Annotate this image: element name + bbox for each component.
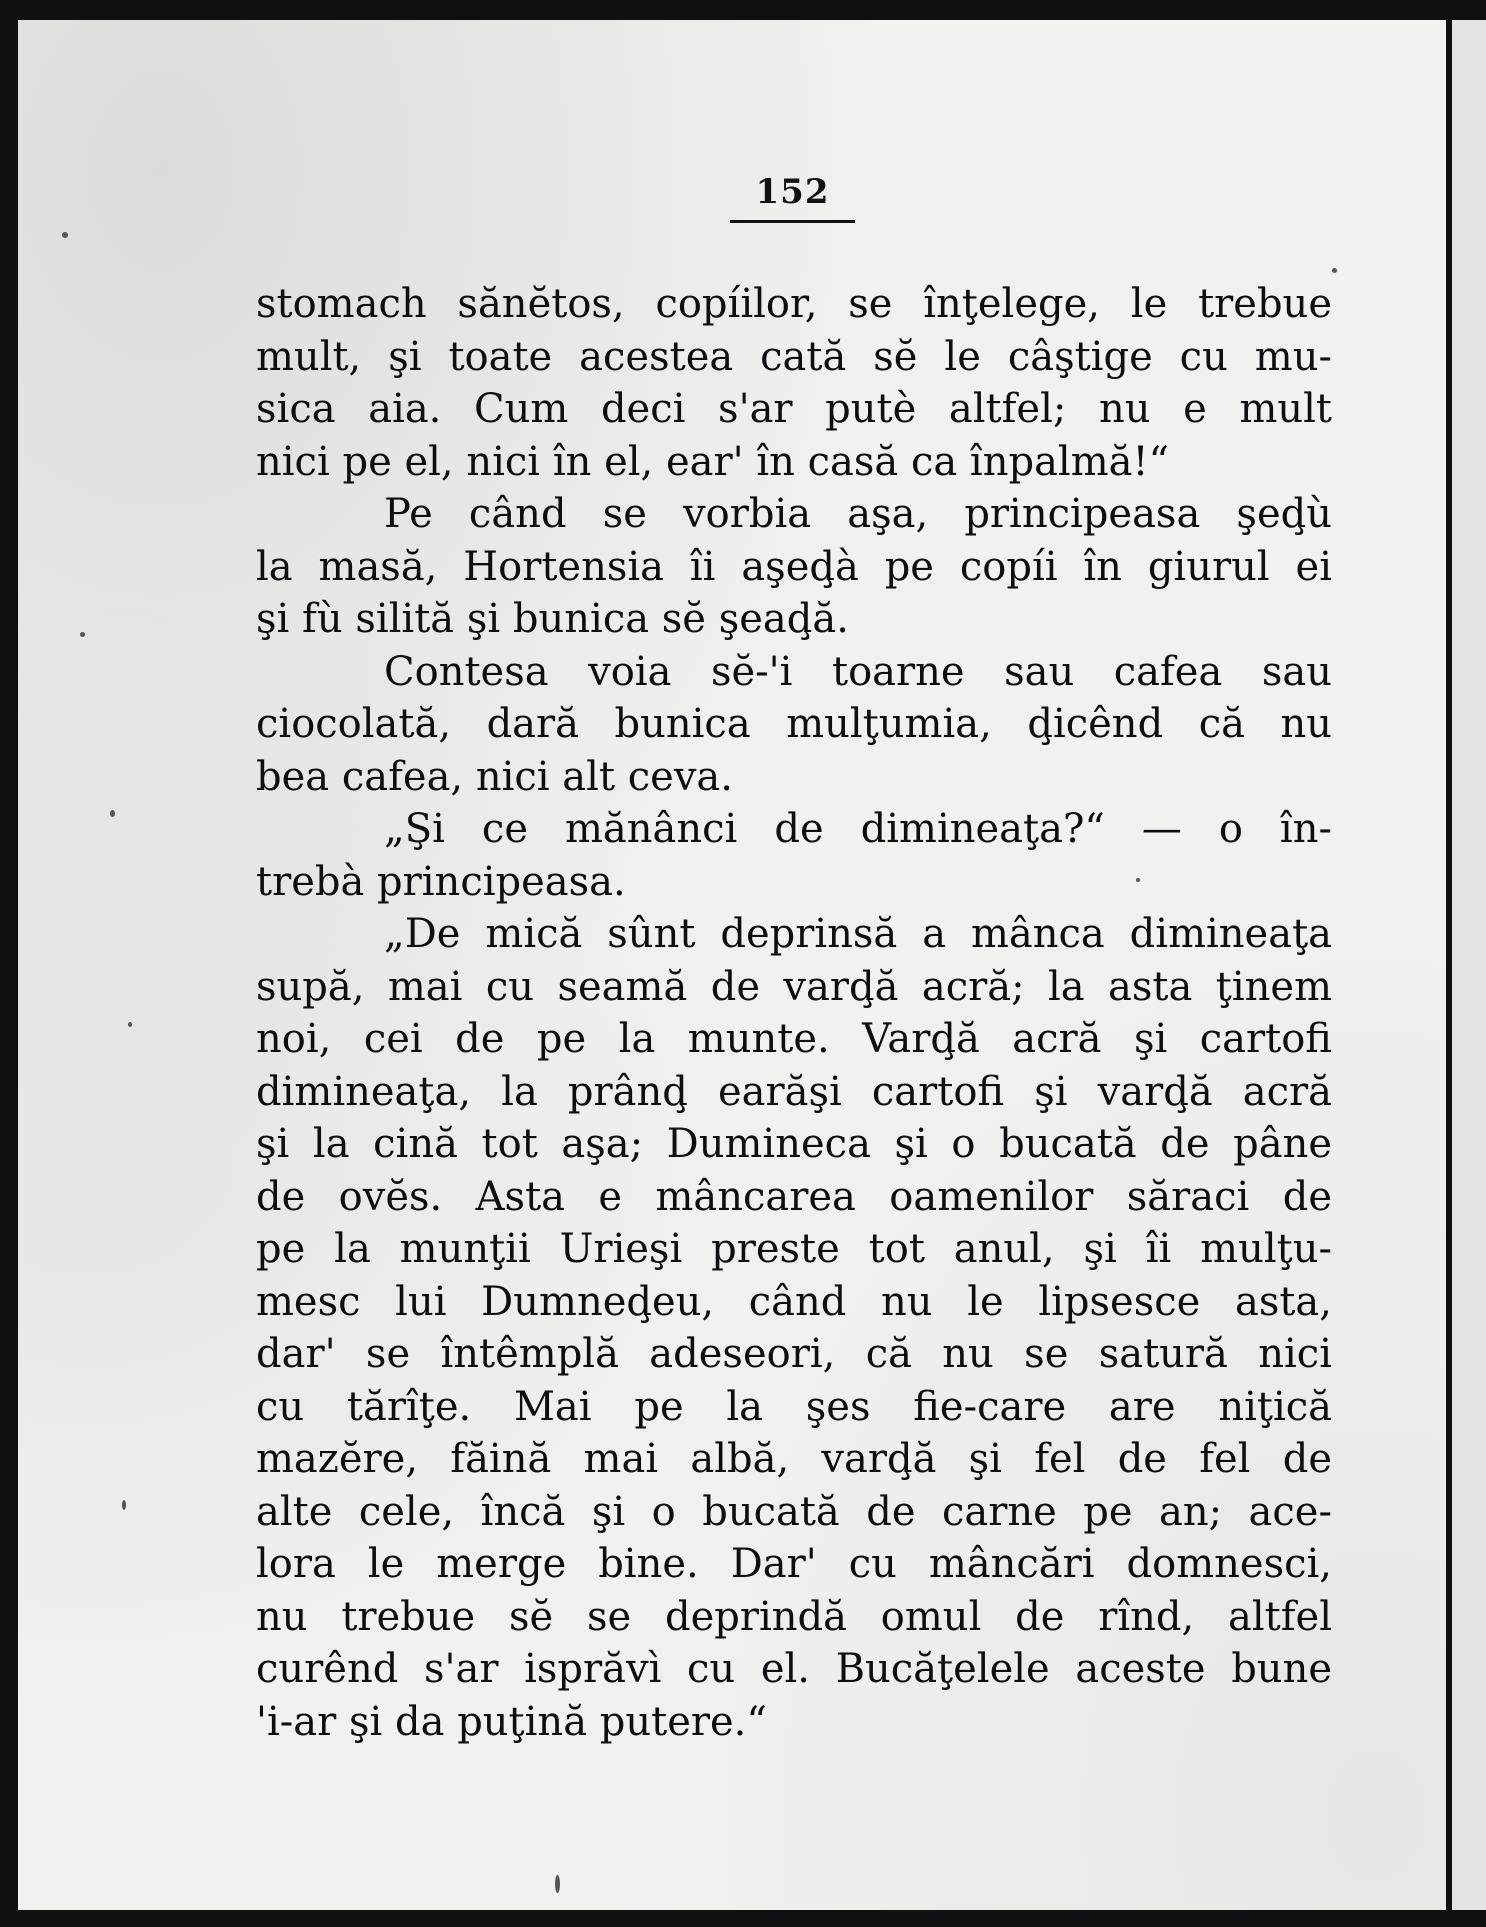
text-line-content: noi, cei de pe la munte. Varḑă acră şi cartofi (256, 1016, 1332, 1062)
dust-speck (80, 632, 85, 637)
dust-speck (555, 1875, 560, 1893)
text-line-content: trebà principeasa. (256, 858, 626, 905)
text-line-content: curênd s'ar isprăvì cu el. Bucăţelele aceste bune (256, 1646, 1332, 1692)
text-line-content: dimineaţa, la prânḑ earăşi cartofi şi varḑă acră (256, 1068, 1332, 1115)
text-line-content: pe la munţii Urieşi preste tot anul, şi îi mulţu- (256, 1226, 1332, 1272)
text-line-content: supă, mai cu seamă de varḑă acră; la asta ţinem (256, 963, 1332, 1010)
text-line (256, 961, 1332, 1014)
text-line-content: nici pe el, nici în el, ear' în casă ca înpalmă!“ (256, 438, 1170, 485)
text-line (256, 698, 1332, 751)
text-line-content: dar' se întêmplă adeseori, că nu se satură nici (256, 1331, 1332, 1377)
text-line-content: şi fù silită şi bunica sĕ şeaḑă. (256, 596, 849, 642)
text-line-content: „De mică sûnt deprinsă a mânca dimineaţa (384, 911, 1332, 957)
text-line-content: mult, şi toate acestea cată sĕ le câştige cu mu- (256, 333, 1332, 380)
text-line (256, 1171, 1332, 1224)
text-line (256, 1643, 1332, 1696)
text-line (256, 1276, 1332, 1329)
text-line-content: ciocolată, dară bunica mulţumia, ḑicênd că nu (256, 701, 1332, 747)
text-line-content: cu tărîţe. Mai pe la şes fie-care are niţică (256, 1383, 1332, 1430)
text-line-content: nu trebue sĕ se deprindă omul de rînd, altfel (256, 1593, 1332, 1640)
text-line (256, 908, 1332, 961)
text-line-content: „Şi ce mănânci de dimineaţa?“ — o în- (384, 806, 1332, 852)
body-text (256, 278, 1332, 1748)
text-line (256, 436, 1332, 489)
text-line (256, 1696, 1332, 1749)
text-line-content: şi la cină tot aşa; Dumineca şi o bucată de pâne (256, 1121, 1332, 1167)
text-line (256, 383, 1332, 436)
text-line (256, 751, 1332, 804)
text-line (256, 488, 1332, 541)
text-line (256, 1591, 1332, 1644)
dust-speck (1332, 268, 1337, 273)
text-line (256, 1013, 1332, 1066)
text-line (256, 1538, 1332, 1591)
text-line (256, 1223, 1332, 1276)
text-line (256, 646, 1332, 699)
text-line-content: stomach sănĕtos, copíilor, se înţelege, le trebue (256, 281, 1332, 327)
text-line (256, 1433, 1332, 1486)
text-line (256, 331, 1332, 384)
text-line (256, 1381, 1332, 1434)
dust-speck (122, 1500, 126, 1510)
dust-speck (128, 1022, 132, 1027)
text-line-content: bea cafea, nici alt ceva. (256, 753, 733, 800)
dust-speck (62, 232, 68, 238)
text-line-content: sica aia. Cum deci s'ar putè altfel; nu e mult (256, 386, 1332, 432)
text-line (256, 1328, 1332, 1381)
page-number-rule (730, 220, 855, 223)
text-line (256, 1486, 1332, 1539)
text-line-content: Pe când se vorbia aşa, principeasa şeḑù (384, 491, 1332, 537)
text-line-content: mazĕre, făină mai albă, varḑă şi fel de fel de (256, 1436, 1332, 1482)
text-line-content: la masă, Hortensia îi aşeḑà pe copíi în giurul ei (256, 543, 1332, 590)
text-line (256, 593, 1332, 646)
text-line (256, 541, 1332, 594)
dust-speck (110, 810, 115, 817)
text-line-content: de ovĕs. Asta e mâncarea oamenilor săraci de (256, 1173, 1332, 1220)
text-line-content: 'i-ar şi da puţină putere.“ (256, 1698, 767, 1745)
text-line-content: mesc lui Dumneḑeu, când nu le lipsesce asta, (256, 1278, 1332, 1325)
text-line-content: alte cele, încă şi o bucată de carne pe an; ace- (256, 1488, 1332, 1535)
page-number: 152 (755, 172, 830, 212)
text-line (256, 803, 1332, 856)
text-line (256, 278, 1332, 331)
text-line (256, 856, 1332, 909)
text-line (256, 1118, 1332, 1171)
text-line (256, 1066, 1332, 1119)
text-line-content: lora le merge bine. Dar' cu mâncări domnesci, (256, 1541, 1332, 1587)
text-line-content: Contesa voia sĕ-'i toarne sau cafea sau (384, 648, 1332, 695)
next-page-edge (1452, 20, 1486, 1910)
